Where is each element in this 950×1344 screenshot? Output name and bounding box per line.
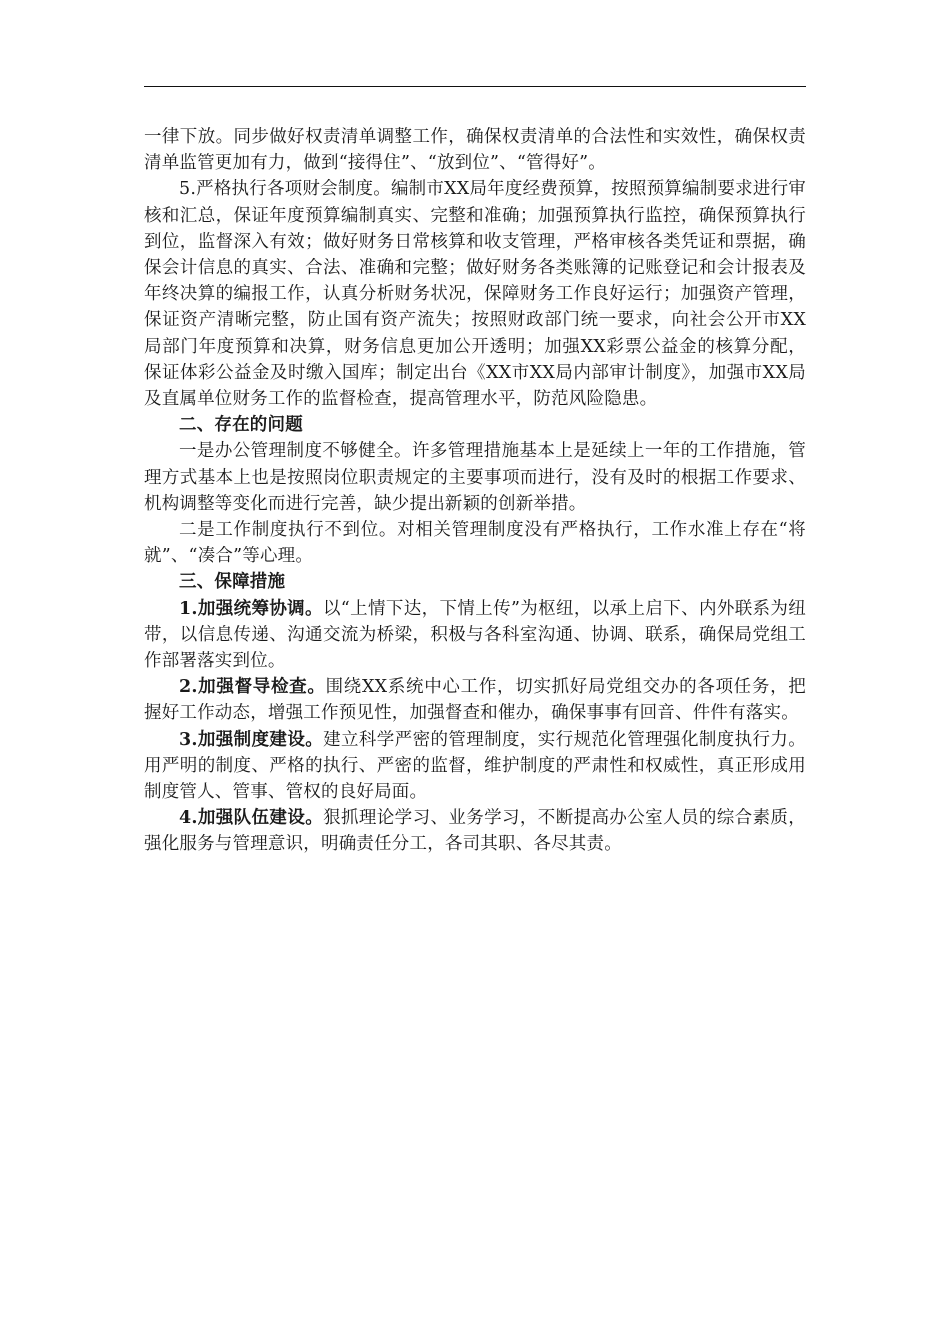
section-heading-measures: 三、保障措施 — [179, 572, 286, 593]
measure-1-lead: 1.加强统筹协调。 — [179, 598, 323, 619]
paragraph-problem-one: 一是办公管理制度不够健全。许多管理措施基本上是延续上一年的工作措施，管理方式基本上也是按照岗位职责规定的主要事项而进行，没有及时的根据工作要求、机构调整等变化而进行完善，缺少提出新颖的创新举措。 — [144, 441, 806, 514]
paragraph-measure-3 — [144, 727, 806, 806]
measure-1-text: 以“上情下达，下情上传”为枢纽，以承上启下、内外联系为纽带，以信息传递、沟通交流为桥梁，积极与各科室沟通、协调、联系，确保局党组工作部署落实到位。 — [144, 598, 806, 672]
paragraph-measure-2 — [144, 674, 806, 726]
paragraph-continuation: 一律下放。同步做好权责清单调整工作，确保权责清单的合法性和实效性，确保权责清单监管更加有力，做到“接得住”、“放到位”、“管得好”。 — [144, 127, 806, 174]
measure-4-lead: 4.加强队伍建设。 — [179, 808, 324, 829]
paragraph-measure-1 — [144, 596, 806, 675]
paragraph-finance-system: 5.严格执行各项财会制度。编制市XX局年度经费预算，按照预算编制要求进行审核和汇总，保证年度预算编制真实、完整和准确；加强预算执行监控，确保预算执行到位，监督深入有效；做好财务日常核算和收支管理，严格审核各类凭证和票据，确保会计信息的真实、合法、准确和完整；做好财务各类账簿的记账登记和会计报表及年终决算的编报工作，认真分析财务状况，保障财务工作良好运行；加强资产管理，保证资产清晰完整，防止国有资产流失；按照财政部门统一要求，向社会公开市XX局部门年度预算和决算，财务信息更加公开透明；加强XX彩票公益金的核算分配，保证体彩公益金及时缴入国库；制定出台《XX市XX局内部审计制度》，加强市XX局及直属单位财务工作的监督检查，提高管理水平，防范风险隐患。 — [144, 179, 806, 410]
section-heading-problems: 二、存在的问题 — [179, 415, 303, 436]
measure-4-text: 狠抓理论学习、业务学习，不断提高办公室人员的综合素质，强化服务与管理意识，明确责任分工，各司其职、各尽其责。 — [144, 808, 806, 855]
paragraph-measure-4 — [144, 805, 806, 857]
paragraph-problem-two: 二是工作制度执行不到位。对相关管理制度没有严格执行，工作水准上存在“将就”、“凑合”等心理。 — [144, 520, 806, 567]
header-rule — [144, 86, 806, 87]
measure-2-text: 围绕XX系统中心工作，切实抓好局党组交办的各项任务，把握好工作动态，增强工作预见性，加强督查和催办，确保事事有回音、件件有落实。 — [144, 677, 806, 724]
document-body — [144, 124, 806, 858]
measure-2-lead: 2.加强督导检查。 — [179, 677, 326, 698]
measure-3-text: 建立科学严密的管理制度，实行规范化管理强化制度执行力。用严明的制度、严格的执行、严密的监督，维护制度的严肃性和权威性，真正形成用制度管人、管事、管权的良好局面。 — [144, 729, 806, 803]
measure-3-lead: 3.加强制度建设。 — [179, 729, 324, 750]
